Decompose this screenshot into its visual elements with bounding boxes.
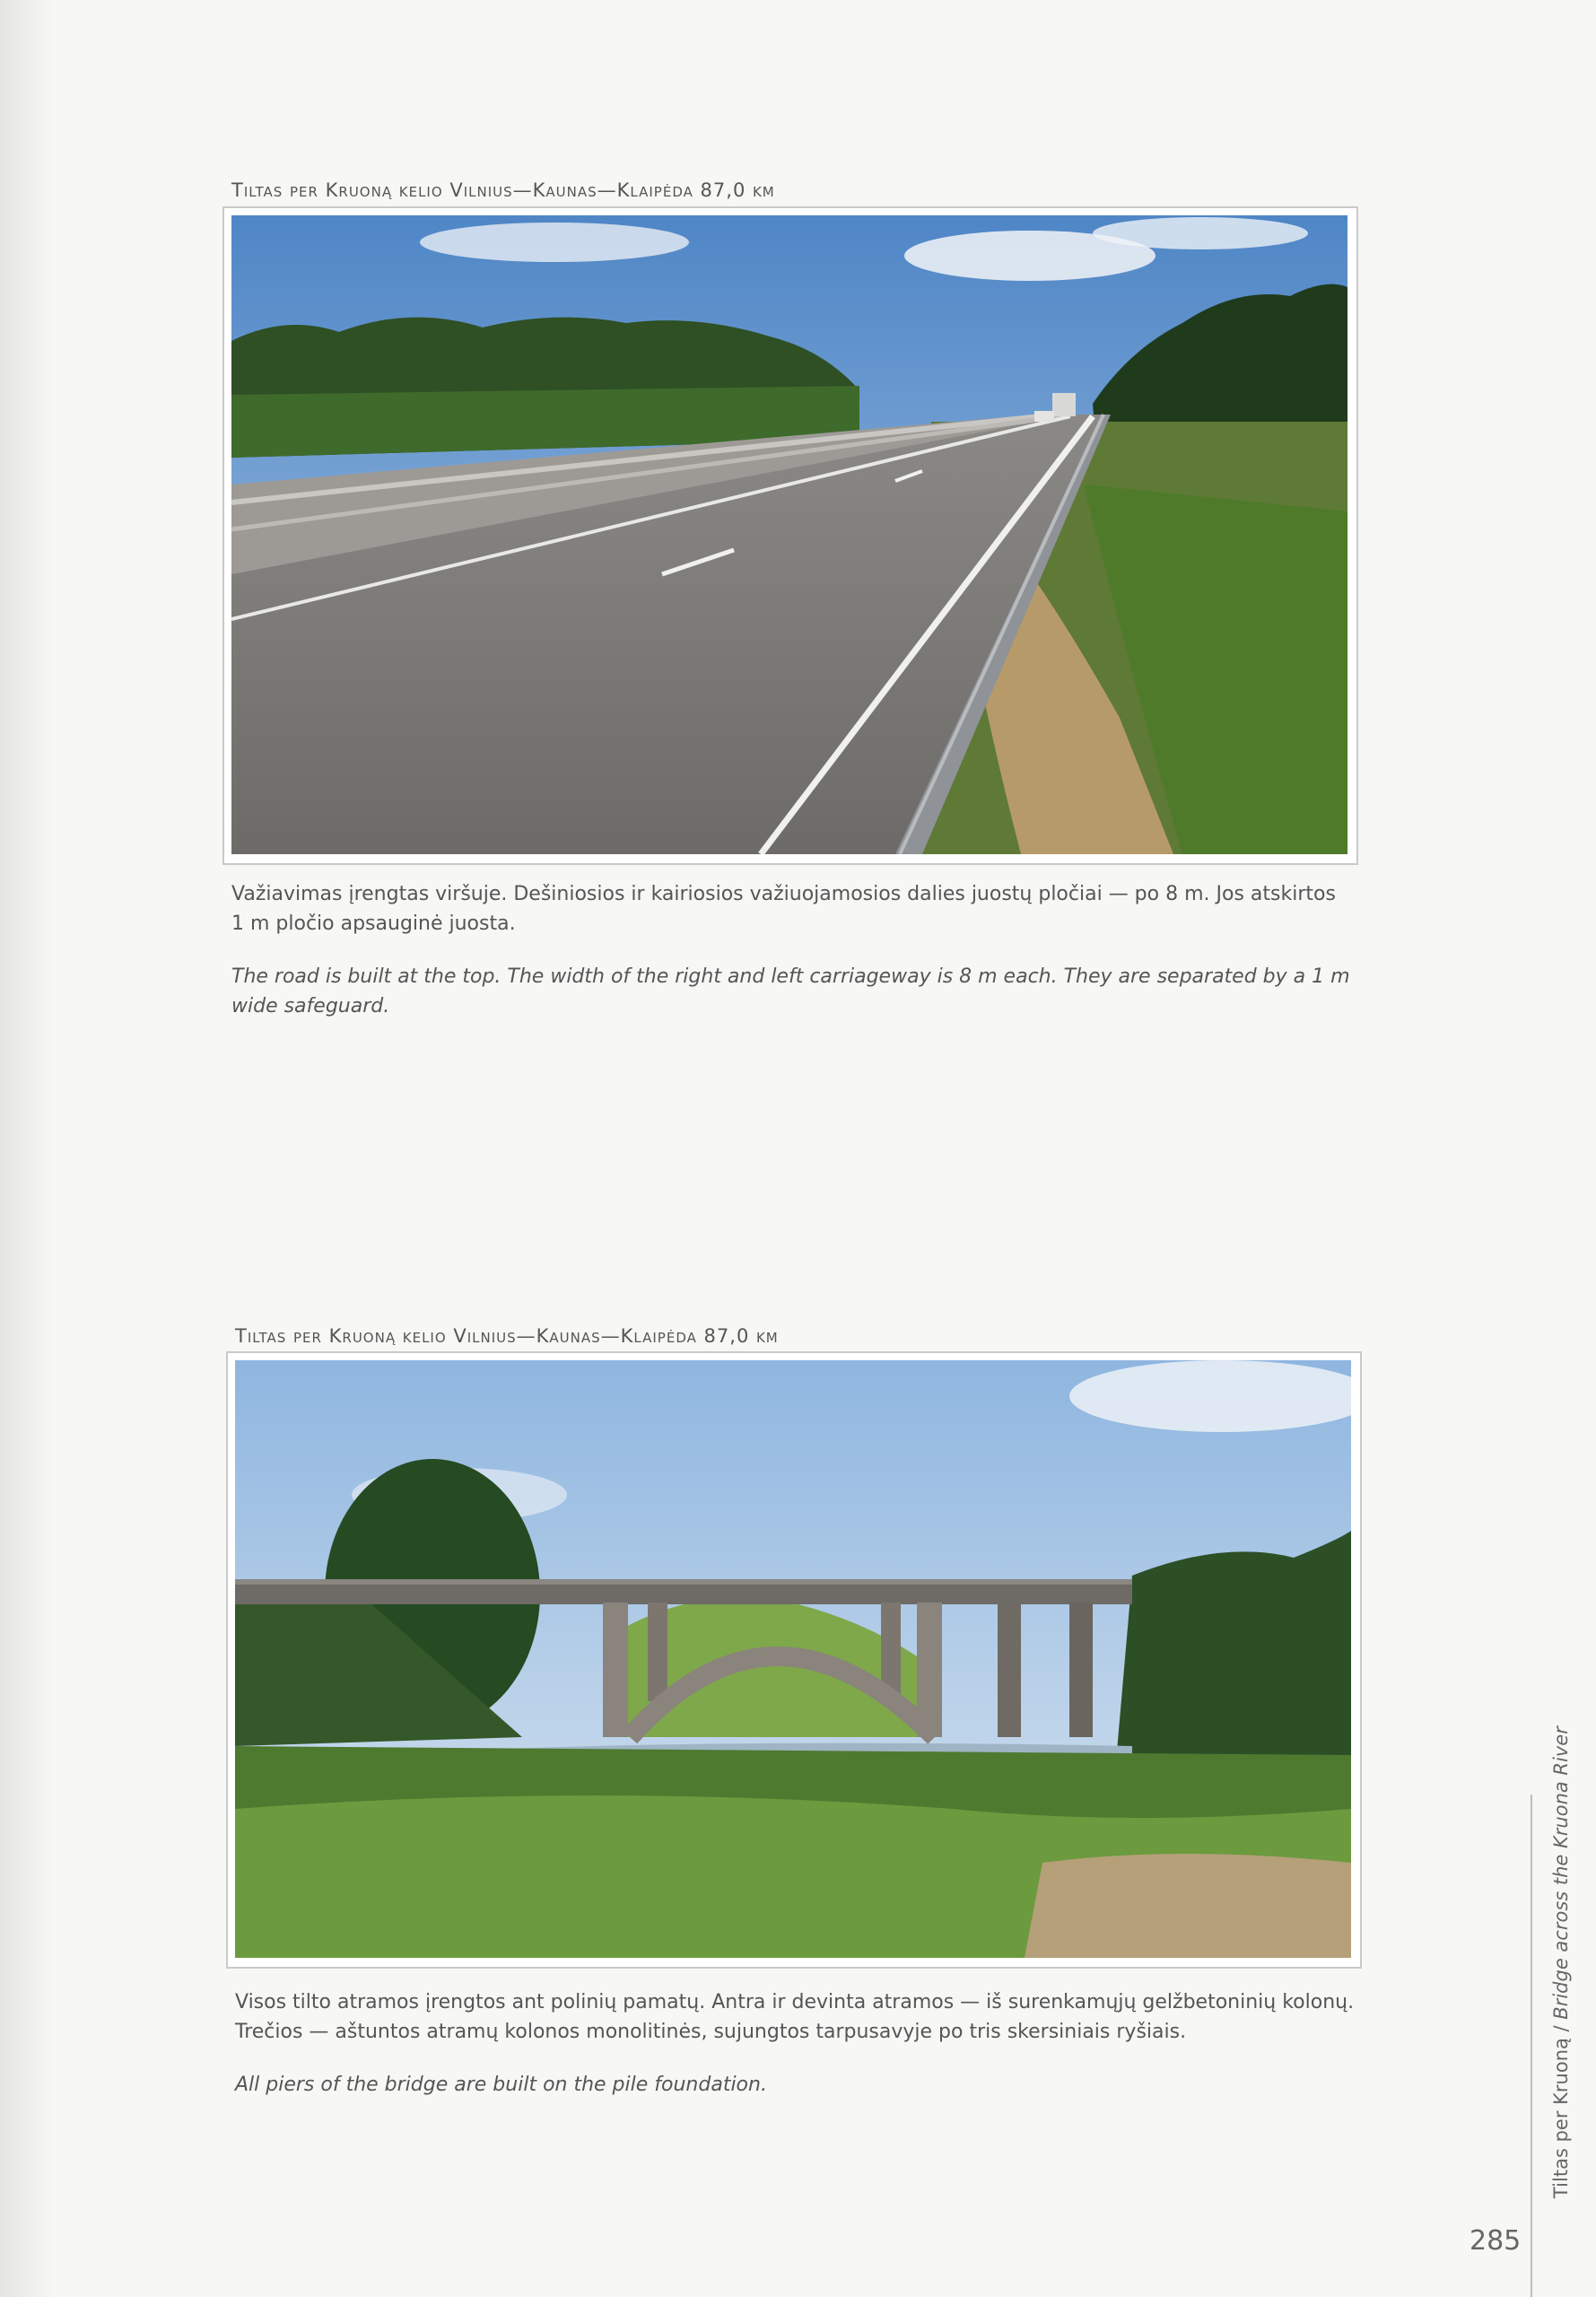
bridge-photo-image — [235, 1360, 1351, 1958]
sidebar-title-lithuanian: Tiltas per Kruoną / — [1550, 2019, 1572, 2198]
sidebar-rule — [1531, 1795, 1532, 2297]
bottom-photo-title: Tiltas per Kruoną kelio Vilnius—Kaunas—Klaipėda 87,0 km — [235, 1325, 779, 1347]
top-caption-english: The road is built at the top. The width of the right and left carriageway is 8 m each. They are separated by a 1 m wide safeguard. — [231, 965, 1350, 1017]
sidebar-title-english: Bridge across the Kruona River — [1550, 1726, 1572, 2020]
page-gutter-shadow — [0, 0, 54, 2297]
bottom-caption-lithuanian: Visos tilto atramos įrengtos ant polinių pamatų. Antra ir devinta atramos — iš surenkamųjų gelžbetoninių kolonų. Trečios — aštuntos atramų kolonos monolitinės, sujungtos tarpusavyje po tris skersiniais ryšiais. — [235, 1991, 1355, 2043]
sidebar-running-title — [1550, 1726, 1572, 2198]
top-photo-title: Tiltas per Kruoną kelio Vilnius—Kaunas—Klaipėda 87,0 km — [231, 179, 775, 201]
page-number: 285 — [1470, 2225, 1522, 2257]
highway-photo-image — [231, 215, 1347, 854]
bridge-photo — [226, 1351, 1362, 1969]
highway-photo — [222, 206, 1358, 865]
bottom-caption-english: All piers of the bridge are built on the pile foundation. — [235, 2074, 767, 2096]
top-caption-lithuanian: Važiavimas įrengtas viršuje. Dešiniosios ir kairiosios važiuojamosios dalies juostų pločiai — po 8 m. Jos atskirtos 1 m pločio apsauginė juosta. — [231, 883, 1336, 935]
